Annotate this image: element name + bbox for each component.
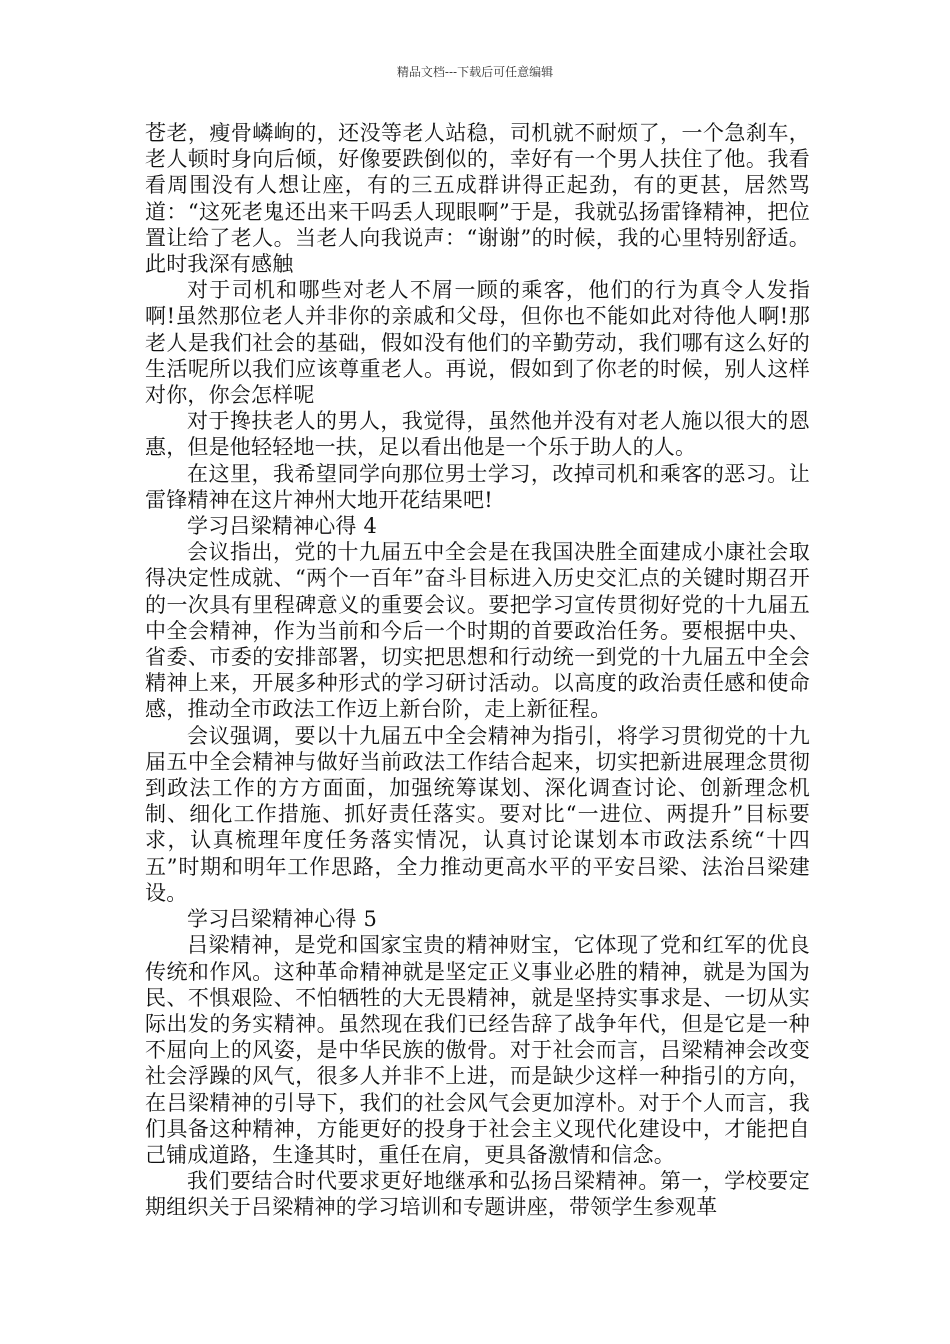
paragraph: 我们要结合时代要求更好地继承和弘扬吕梁精神。第一，学校要定期组织关于吕梁精神的学习培训和专题讲座，带领学生参观革 <box>145 1169 810 1220</box>
paragraph: 会议强调，要以十九届五中全会精神为指引，将学习贯彻党的十九届五中全会精神与做好当前政法工作结合起来，切实把新进展理念贯彻到政法工作的方方面面，加强统筹谋划、深化调查讨论、创新理念机制、细化工作措施、抓好责任落实。要对比“一进位、两提升”目标要求，认真梳理年度任务落实情况，认真讨论谋划本市政法系统“十四五”时期和明年工作思路，全力推动更高水平的平安吕梁、法治吕梁建设。 <box>145 723 810 905</box>
section-heading: 学习吕梁精神心得 5 <box>187 907 378 932</box>
paragraph: 在这里，我希望同学向那位男士学习，改掉司机和乘客的恶习。让雷锋精神在这片神州大地开花结果吧! <box>145 461 810 512</box>
document-body <box>145 120 810 1221</box>
paragraph: 对于司机和哪些对老人不屑一顾的乘客，他们的行为真令人发指啊!虽然那位老人并非你的亲戚和父母，但你也不能如此对待他人啊!那老人是我们社会的基础，假如没有他们的辛勤劳动，我们哪有这么好的生活呢所以我们应该尊重老人。再说，假如到了你老的时候，别人这样对你，你会怎样呢 <box>145 278 810 408</box>
section-heading: 学习吕梁精神心得 4 <box>187 514 378 539</box>
paragraph: 对于搀扶老人的男人，我觉得，虽然他并没有对老人施以很大的恩惠，但是他轻轻地一扶，足以看出他是一个乐于助人的人。 <box>145 409 810 460</box>
paragraph: 苍老，瘦骨嶙峋的，还没等老人站稳，司机就不耐烦了，一个急刹车，老人顿时身向后倾，好像要跌倒似的，幸好有一个男人扶住了他。我看看周围没有人想让座，有的三五成群讲得正起劲，有的更甚，居然骂道：“这死老鬼还出来干吗丢人现眼啊”于是，我就弘扬雷锋精神，把位置让给了老人。当老人向我说声：“谢谢”的时候，我的心里特别舒适。此时我深有感触 <box>145 121 810 277</box>
paragraph: 会议指出，党的十九届五中全会是在我国决胜全面建成小康社会取得决定性成就、“两个一百年”奋斗目标进入历史交汇点的关键时期召开的一次具有里程碑意义的重要会议。要把学习宣传贯彻好党的十九届五中全会精神，作为当前和今后一个时期的首要政治任务。要根据中央、省委、市委的安排部署，切实把思想和行动统一到党的十九届五中全会精神上来，开展多种形式的学习研讨活动。以高度的政治责任感和使命感，推动全市政法工作迈上新台阶，走上新征程。 <box>145 540 810 722</box>
page-header: 精品文档---下载后可任意编辑 <box>396 65 554 79</box>
paragraph: 吕梁精神，是党和国家宝贵的精神财宝，它体现了党和红军的优良传统和作风。这种革命精神就是坚定正义事业必胜的精神，就是为国为民、不惧艰险、不怕牺牲的大无畏精神，就是坚持实事求是、一切从实际出发的务实精神。虽然现在我们已经告辞了战争年代，但是它是一种不屈向上的风姿，是中华民族的傲骨。对于社会而言，吕梁精神会改变社会浮躁的风气，很多人并非不上进，而是缺少这样一种指引的方向，在吕梁精神的引导下，我们的社会风气会更加淳朴。对于个人而言，我们具备这种精神，方能更好的投身于社会主义现代化建设中，才能把自己铺成道路，生逢其时，重任在肩，更具备激情和信念。 <box>145 933 810 1167</box>
